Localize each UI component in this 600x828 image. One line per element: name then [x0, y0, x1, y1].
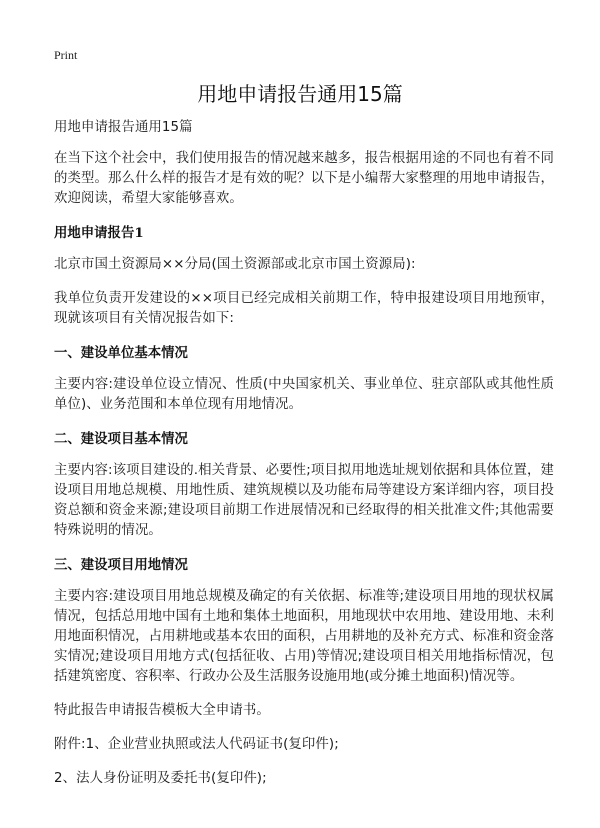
intro-paragraph: 在当下这个社会中，我们使用报告的情况越来越多，报告根据用途的不同也有着不同的类型。那么什么样的报告才是有效的呢？以下是小编帮大家整理的用地申请报告，欢迎阅读，希望大家能够喜欢。 [54, 151, 554, 206]
part-1-heading: 一、建设单位基本情况 [54, 345, 188, 361]
part-3-body: 主要内容:建设项目用地总规模及确定的有关依据、标准等;建设项目用地的现状权属情况，包括总用地中国有土地和集体土地面积，用地现状中农用地、建设用地、未利用地面积情况，占用耕地或基本农田的面积，占用耕地的及补充方式、标准和资金落实情况;建设项目用地方式(包括征收、占用)等情况;建设项目相关用地指标情况，包括建筑密度、容积率、行政办公及生活服务设施用地(或分摊土地面积)情况等。 [54, 589, 554, 684]
attachment-item: 2、法人身份证明及委托书(复印件); [54, 771, 267, 786]
part-2-body: 主要内容:该项目建设的.相关背景、必要性;项目拟用地选址规划依据和具体位置，建设项目用地总规模、用地性质、建筑规模以及功能布局等建设方案详细内容，项目投资总额和资金来源;建设项目前期工作进展情况和已经取得的相关批准文件;其他需要特殊说明的情况。 [54, 463, 554, 538]
opening-paragraph: 我单位负责开发建设的××项目已经完成相关前期工作，特申报建设项目用地预审，现就该项目有关情况报告如下: [54, 291, 554, 326]
print-label: Print [54, 48, 78, 62]
part-1-body: 主要内容:建设单位设立情况、性质(中央国家机关、事业单位、驻京部队或其他性质单位)、业务范围和本单位现有用地情况。 [54, 377, 554, 412]
closing-line: 特此报告申请报告模板大全申请书。 [54, 703, 270, 718]
section-heading: 用地申请报告1 [54, 225, 144, 241]
addressee-line: 北京市国土资源局××分局(国土资源部或北京市国土资源局): [54, 257, 416, 272]
attachment-item: 附件:1、企业营业执照或法人代码证书(复印件); [54, 737, 339, 752]
page-title: 用地申请报告通用15篇 [197, 82, 403, 106]
part-3-heading: 三、建设项目用地情况 [54, 557, 188, 573]
document-subtitle: 用地申请报告通用15篇 [54, 120, 193, 135]
part-2-heading: 二、建设项目基本情况 [54, 431, 188, 447]
document-body [54, 118, 554, 803]
